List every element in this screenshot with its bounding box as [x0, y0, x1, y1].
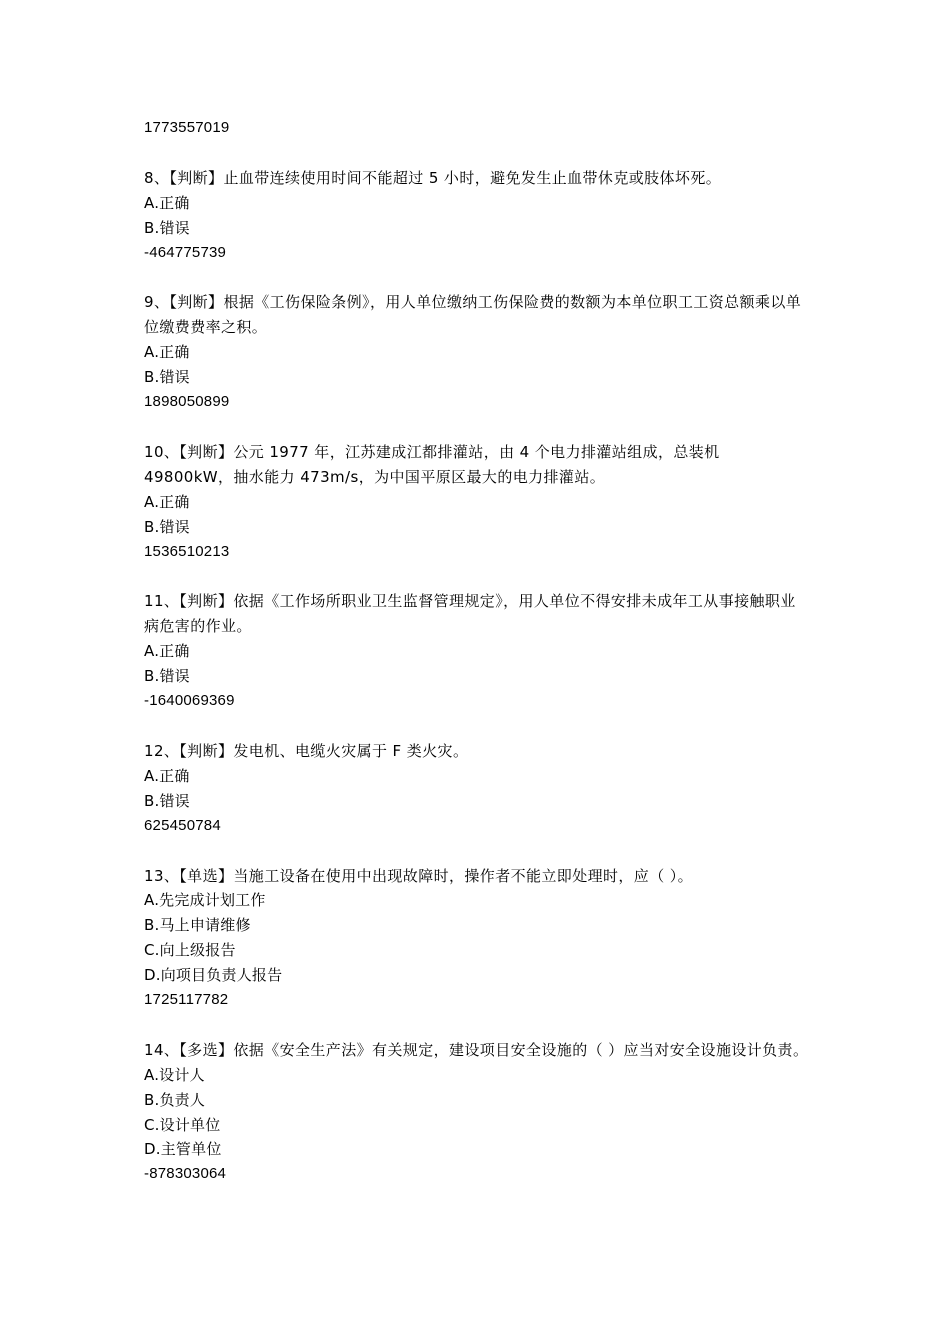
question-code: -464775739 — [144, 243, 227, 261]
document-page — [144, 116, 824, 1212]
option-a: A.先完成计划工作 — [144, 891, 266, 910]
question-block-11 — [144, 589, 824, 713]
option-a: A.正确 — [144, 343, 190, 362]
question-block-12 — [144, 739, 824, 839]
question-stem: 12、【判断】发电机、电缆火灾属于 F 类火灾。 — [144, 741, 469, 760]
question-stem: 10、【判断】公元 1977 年，江苏建成江都排灌站，由 4 个电力排灌站组成，总装机 49800kW，抽水能力 473m/s，为中国平原区最大的电力排灌站。 — [144, 442, 720, 486]
option-b: B.错误 — [144, 368, 190, 387]
question-stem: 11、【判断】依据《工作场所职业卫生监督管理规定》，用人单位不得安排未成年工从事接触职业病危害的作业。 — [144, 592, 796, 636]
option-b: B.错误 — [144, 791, 190, 810]
option-a: A.正确 — [144, 642, 190, 661]
question-code: 1898050899 — [144, 393, 230, 411]
question-block-8 — [144, 166, 824, 266]
option-b: B.错误 — [144, 667, 190, 686]
option-c: C.设计单位 — [144, 1115, 221, 1134]
question-code: 1536510213 — [144, 542, 230, 560]
option-a: A.正确 — [144, 193, 190, 212]
question-stem: 14、【多选】依据《安全生产法》有关规定，建设项目安全设施的（ ）应当对安全设施设计负责。 — [144, 1040, 809, 1059]
question-block-14 — [144, 1038, 824, 1187]
question-code: 1725117782 — [144, 990, 229, 1008]
option-a: A.正确 — [144, 766, 190, 785]
option-b: B.负责人 — [144, 1090, 206, 1109]
question-block-10 — [144, 440, 824, 564]
question-code: 1773557019 — [144, 119, 230, 136]
option-b: B.马上申请维修 — [144, 916, 251, 935]
question-stem: 13、【单选】当施工设备在使用中出现故障时，操作者不能立即处理时，应（ ）。 — [144, 866, 694, 885]
question-block-13 — [144, 864, 824, 1013]
option-d: D.向项目负责人报告 — [144, 966, 283, 985]
option-c: C.向上级报告 — [144, 941, 236, 960]
question-stem: 8、【判断】止血带连续使用时间不能超过 5 小时，避免发生止血带休克或肢体坏死。 — [144, 168, 722, 187]
option-b: B.错误 — [144, 517, 190, 536]
question-code: 625450784 — [144, 816, 221, 834]
option-d: D.主管单位 — [144, 1140, 222, 1159]
question-block-top — [144, 116, 824, 141]
question-block-9 — [144, 290, 824, 414]
question-stem: 9、【判断】根据《工伤保险条例》，用人单位缴纳工伤保险费的数额为本单位职工工资总额乘以单位缴费费率之积。 — [144, 293, 802, 337]
option-a: A.正确 — [144, 492, 190, 511]
question-code: -1640069369 — [144, 692, 235, 710]
question-code: -878303064 — [144, 1165, 227, 1183]
option-a: A.设计人 — [144, 1065, 205, 1084]
option-b: B.错误 — [144, 218, 190, 237]
